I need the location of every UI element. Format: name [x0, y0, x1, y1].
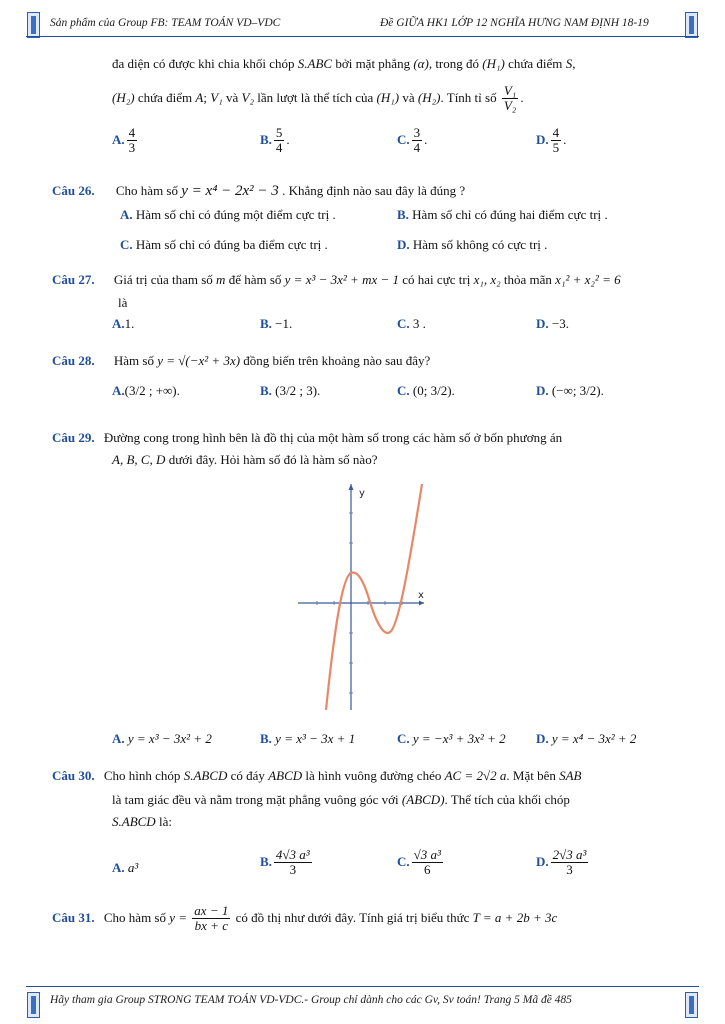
footer-right-ornament	[685, 992, 698, 1018]
footer-text: Hãy tham gia Group STRONG TEAM TOÁN VD-VDC.- Group chỉ dành cho các Gv, Sv toán! Trang 5 Mã đề 485	[50, 994, 572, 1006]
q26-stem: Câu 26. Cho hàm số y = x⁴ − 2x² − 3 . Khẳng định nào sau đây là đúng ?	[52, 183, 466, 199]
y-axis-arrow	[349, 484, 354, 490]
header-rule	[26, 36, 699, 37]
q31-fraction: $\frac{ax - 1}{bx + c}$	[194, 903, 229, 934]
q28-option-c[interactable]: C. (0; 3/2).	[397, 383, 455, 398]
header-right-ornament	[685, 12, 698, 38]
q29-curve	[326, 484, 422, 710]
q29-option-d[interactable]: D. y = x⁴ − 3x² + 2	[536, 731, 637, 746]
q28-option-a[interactable]: A.(3/2 ; +∞).	[112, 383, 180, 398]
q30-label: Câu 30.	[52, 768, 95, 783]
q30-option-d[interactable]: D. $\frac{\text{2√3 a³}}{3}$	[536, 847, 587, 878]
q25-option-c[interactable]: C. $\frac{3}{4}$ .	[397, 125, 428, 156]
footer-rule	[26, 986, 699, 987]
q25-ratio: $\frac{\text{V₁}}{\text{V₂}}$	[503, 83, 517, 114]
q27-label: Câu 27.	[52, 272, 95, 287]
q26-option-c[interactable]: C. Hàm số chỉ có đúng ba điểm cực trị .	[120, 237, 328, 252]
q29-stem-line2: A, B, C, D dưới đây. Hỏi hàm số đó là hàm số nào?	[112, 452, 378, 467]
q30-stem-line3: S.ABCD là:	[112, 814, 172, 829]
q25-line1: đa diện có được khi chia khối chóp S.ABC bởi mặt phẳng (α), trong đó (H₁) chứa điểm S,	[112, 56, 576, 71]
q30-stem: Câu 30. Cho hình chóp S.ABCD có đáy ABCD là hình vuông đường chéo AC = 2√2 a. Mặt bên SAB	[52, 768, 582, 783]
q29-graph-svg	[298, 482, 426, 710]
q30-option-a[interactable]: A. a³	[112, 860, 139, 875]
header-left-ornament	[27, 12, 40, 38]
q29-label: Câu 29.	[52, 430, 95, 445]
header-right-text: Đề GIỮA HK1 LỚP 12 NGHĨA HƯNG NAM ĐỊNH 18-19	[380, 17, 649, 29]
header-left-text: Sản phẩm của Group FB: TEAM TOÁN VD–VDC	[50, 17, 281, 29]
y-axis-label: y	[359, 488, 365, 499]
q25-option-d[interactable]: D. $\frac{4}{5}$ .	[536, 125, 567, 156]
q29-option-a[interactable]: A. y = x³ − 3x² + 2	[112, 731, 212, 746]
q29-graph	[298, 482, 426, 710]
q26-option-a[interactable]: A. Hàm số chỉ có đúng một điểm cực trị .	[120, 207, 336, 222]
q27-stem-cont: là	[118, 295, 128, 310]
q26-option-d[interactable]: D. Hàm số không có cực trị .	[397, 237, 548, 252]
q28-option-d[interactable]: D. (−∞; 3/2).	[536, 383, 604, 398]
q30-stem-line2: là tam giác đều và nằm trong mặt phẳng vuông góc với (ABCD). Thể tích của khối chóp	[112, 792, 570, 807]
q29-stem: Câu 29. Đường cong trong hình bên là đồ thị của một hàm số trong các hàm số ở bốn phương án	[52, 430, 563, 445]
q30-option-c[interactable]: C. $\frac{\text{√3 a³}}{6}$	[397, 847, 441, 878]
q27-option-b[interactable]: B. −1.	[260, 316, 293, 331]
q27-option-d[interactable]: D. −3.	[536, 316, 569, 331]
q30-option-b[interactable]: B. $\frac{\text{4√3 a³}}{3}$	[260, 847, 310, 878]
q26-label: Câu 26.	[52, 183, 95, 198]
q27-option-c[interactable]: C. 3 .	[397, 316, 426, 331]
q29-option-b[interactable]: B. y = x³ − 3x + 1	[260, 731, 356, 746]
page-header	[0, 0, 725, 46]
footer-left-ornament	[27, 992, 40, 1018]
q27-stem: Câu 27. Giá trị của tham số m để hàm số y = x³ − 3x² + mx − 1 có hai cực trị x₁, x₂ thỏa mãn x₁² + x₂² = 6	[52, 272, 621, 287]
q28-stem: Câu 28. Hàm số y = √(−x² + 3x) đồng biến trên khoảng nào sau đây?	[52, 353, 431, 368]
q28-option-b[interactable]: B. (3/2 ; 3).	[260, 383, 321, 398]
q31-label: Câu 31.	[52, 909, 95, 925]
q26-option-b[interactable]: B. Hàm số chỉ có đúng hai điểm cực trị .	[397, 207, 608, 222]
q29-option-c[interactable]: C. y = −x³ + 3x² + 2	[397, 731, 506, 746]
q25-option-a[interactable]: A. $\frac{4}{3}$	[112, 125, 136, 156]
q27-option-a[interactable]: A.1.	[112, 316, 135, 331]
q31-stem: Câu 31. Cho hàm số y = $\frac{ax - 1}{bx + c}$ có đồ thị như dưới đây. Tính giá trị biểu thức T = a + 2b + 3c	[52, 903, 558, 934]
x-axis-label: x	[418, 590, 424, 601]
q25-line2: (H₂) chứa điểm A; V₁ và V₂ lần lượt là thể tích của (H₁) và (H₂). Tính tỉ số $\frac{\text{V₁}}{\text{V₂}}$ .	[112, 83, 524, 114]
q25-option-b[interactable]: B. $\frac{5}{4}$ .	[260, 125, 290, 156]
page-footer	[0, 980, 725, 1024]
x-axis-arrow	[419, 601, 424, 606]
q28-label: Câu 28.	[52, 353, 95, 368]
